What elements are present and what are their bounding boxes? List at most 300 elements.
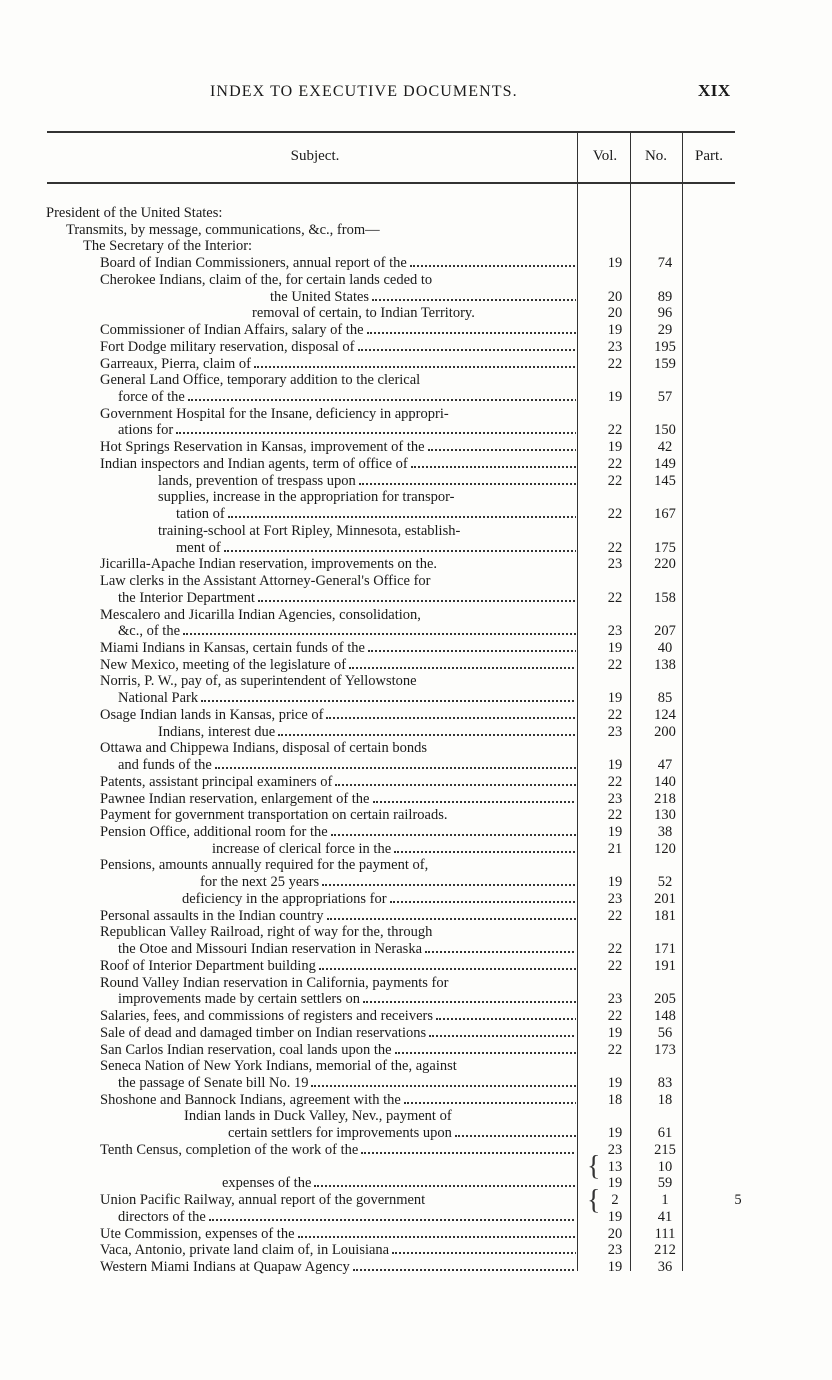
- entry-text: Pension Office, additional room for the: [100, 824, 328, 840]
- entry-text: ment of: [176, 539, 221, 556]
- brace-left-tenth-census: {: [587, 1151, 601, 1182]
- entry-number: 149: [654, 455, 676, 472]
- entry-volume: 20: [607, 288, 623, 305]
- entry-text: Miami Indians in Kansas, certain funds of the: [100, 639, 365, 656]
- entry-number: 59: [657, 1175, 673, 1192]
- entry-text: the passage of Senate bill No. 19: [118, 1074, 309, 1091]
- entry-subject: [182, 891, 576, 907]
- entry-volume: 22: [607, 1008, 623, 1025]
- entry-subject: [100, 255, 576, 271]
- entry-subject: [100, 958, 576, 974]
- entry-volume: 23: [607, 338, 623, 355]
- dot-leader: [411, 466, 576, 468]
- dot-leader: [455, 1135, 576, 1137]
- entry-number: 52: [657, 874, 673, 891]
- entry-subject: [118, 389, 576, 405]
- entry-text: Transmits, by message, communications, &c., from—: [66, 221, 380, 238]
- entry-text: Garreaux, Pierra, claim of: [100, 355, 251, 372]
- entry-volume: 19: [607, 757, 623, 774]
- entry-number: 215: [654, 1141, 676, 1158]
- table-row: [0, 356, 832, 372]
- table-row: [0, 339, 832, 355]
- entry-volume: 19: [607, 874, 623, 891]
- entry-subject: [100, 439, 576, 455]
- entry-number: 10: [657, 1158, 673, 1175]
- dot-leader: [359, 483, 576, 485]
- entry-subject: [118, 1209, 576, 1225]
- entry-text: Indian lands in Duck Valley, Nev., payment of: [184, 1108, 452, 1125]
- entry-text: Ute Commission, expenses of the: [100, 1225, 295, 1242]
- table-row: [0, 222, 832, 238]
- entry-subject: [100, 272, 576, 288]
- dot-leader: [390, 901, 576, 903]
- dot-leader: [436, 1018, 576, 1020]
- entry-number: 120: [654, 840, 676, 857]
- entry-subject: [118, 757, 576, 773]
- entry-subject: [100, 573, 576, 589]
- table-row: [0, 305, 832, 321]
- table-row: [0, 1242, 832, 1258]
- entry-text: and funds of the: [118, 757, 212, 774]
- entry-subject: [100, 1226, 576, 1242]
- entry-subject: [158, 489, 576, 505]
- table-row: [0, 322, 832, 338]
- entry-number: 173: [654, 1041, 676, 1058]
- dot-leader: [319, 968, 576, 970]
- entry-subject: [176, 540, 576, 556]
- entry-volume: 23: [607, 556, 623, 573]
- table-row: [0, 941, 832, 957]
- entry-subject: [118, 590, 576, 606]
- entry-text: San Carlos Indian reservation, coal lands upon the: [100, 1041, 392, 1058]
- entry-text: Personal assaults in the Indian country: [100, 907, 324, 924]
- dot-leader: [368, 650, 576, 652]
- dot-leader: [331, 834, 576, 836]
- table-row: [0, 272, 832, 288]
- entry-text: Patents, assistant principal examiners of: [100, 773, 333, 790]
- entry-volume: 22: [607, 656, 623, 673]
- dot-leader: [394, 851, 576, 853]
- dot-leader: [322, 884, 576, 886]
- entry-text: certain settlers for improvements upon: [228, 1125, 452, 1142]
- entry-subject: [100, 908, 576, 924]
- entry-text: lands, prevention of trespass upon: [158, 472, 356, 489]
- table-row: [0, 540, 832, 556]
- entry-subject: [100, 372, 576, 388]
- entry-subject: [100, 640, 576, 656]
- entry-text: tation of: [176, 506, 225, 523]
- entry-number: 212: [654, 1242, 676, 1259]
- dot-leader: [373, 801, 577, 803]
- entry-volume: 22: [607, 455, 623, 472]
- table-row: [0, 1008, 832, 1024]
- entry-number: 201: [654, 890, 676, 907]
- entry-number: 42: [657, 439, 673, 456]
- entry-text: deficiency in the appropriations for: [182, 890, 387, 907]
- table-row: [0, 991, 832, 1007]
- entry-subject: [158, 724, 576, 740]
- entry-text: Commissioner of Indian Affairs, salary of the: [100, 322, 364, 339]
- entry-volume: 23: [607, 1242, 623, 1259]
- running-header-title: INDEX TO EXECUTIVE DOCUMENTS.: [210, 83, 518, 100]
- entry-subject: [100, 322, 576, 338]
- entry-volume: 19: [607, 1208, 623, 1225]
- entry-volume: 19: [607, 824, 623, 840]
- entry-number: 220: [654, 556, 676, 573]
- table-row: [0, 1092, 832, 1108]
- entry-subject: [100, 339, 576, 355]
- entry-text: ations for: [118, 422, 174, 439]
- entry-text: training-school at Fort Ripley, Minnesota, establish-: [158, 522, 461, 539]
- table-row: [0, 456, 832, 472]
- entry-subject: [100, 607, 576, 623]
- entry-volume: 23: [607, 790, 623, 807]
- entry-text: the Otoe and Missouri Indian reservation in Neraska: [118, 941, 423, 958]
- entry-number: 18: [657, 1091, 673, 1108]
- entry-number: 175: [654, 539, 676, 556]
- entry-text: Pawnee Indian reservation, enlargement of the: [100, 790, 370, 807]
- entry-subject: [228, 1125, 576, 1141]
- entry-volume: 19: [607, 1024, 623, 1041]
- dot-leader: [361, 1152, 576, 1154]
- entry-text: Pensions, amounts annually required for the payment of,: [100, 857, 429, 874]
- entry-volume: 23: [607, 890, 623, 907]
- entry-text: Law clerks in the Assistant Attorney-General's Office for: [100, 573, 431, 590]
- dot-leader: [254, 366, 576, 368]
- entry-number: 96: [657, 305, 673, 322]
- table-row: [0, 657, 832, 673]
- entry-subject: [100, 657, 576, 673]
- entry-volume: 2: [611, 1192, 619, 1209]
- entry-subject: [270, 289, 576, 305]
- dot-leader: [363, 1001, 576, 1003]
- entry-number: 29: [657, 322, 673, 339]
- entry-number: 159: [654, 355, 676, 372]
- entry-text: Government Hospital for the Insane, deficiency in appropri-: [100, 405, 449, 422]
- entry-number: 150: [654, 422, 676, 439]
- entry-text: supplies, increase in the appropriation for transpor-: [158, 489, 455, 506]
- entry-number: 41: [657, 1208, 673, 1225]
- table-row: [0, 824, 832, 840]
- entry-text: The Secretary of the Interior:: [83, 238, 253, 255]
- entry-number: 85: [657, 690, 673, 707]
- entry-volume: 22: [607, 1041, 623, 1058]
- entry-volume: 19: [607, 639, 623, 656]
- table-row: [0, 740, 832, 756]
- entry-text: removal of certain, to Indian Territory.: [252, 305, 475, 322]
- dot-leader: [353, 1269, 576, 1271]
- dot-leader: [188, 399, 576, 401]
- entry-text: Indian inspectors and Indian agents, term of office of: [100, 455, 408, 472]
- entry-volume: 13: [607, 1158, 623, 1175]
- entry-subject: [212, 841, 576, 857]
- entry-number: 140: [654, 773, 676, 790]
- entry-number: 148: [654, 1008, 676, 1025]
- table-row: [0, 724, 832, 740]
- dot-leader: [176, 432, 576, 434]
- entry-subject: [100, 1042, 576, 1058]
- entry-volume: 23: [607, 623, 623, 640]
- table-row: [0, 1042, 832, 1058]
- entry-text: Hot Springs Reservation in Kansas, improvement of the: [100, 439, 425, 456]
- entry-subject: [100, 673, 576, 689]
- entry-text: the Interior Department: [118, 589, 255, 606]
- table-row: [0, 908, 832, 924]
- entry-number: 56: [657, 1024, 673, 1041]
- table-row: [0, 556, 832, 572]
- table-row: [0, 439, 832, 455]
- entry-text: directors of the: [118, 1208, 206, 1225]
- entry-volume: 19: [607, 1258, 623, 1275]
- brace-left-union-pacific: {: [587, 1185, 601, 1216]
- dot-leader: [311, 1085, 576, 1087]
- entry-text: Union Pacific Railway, annual report of the government: [100, 1192, 426, 1209]
- dot-leader: [429, 1035, 576, 1037]
- dot-leader: [428, 449, 576, 451]
- entry-subject: [46, 205, 576, 221]
- dot-leader: [228, 516, 576, 518]
- entry-subject: [100, 1242, 576, 1258]
- entry-text: force of the: [118, 389, 185, 406]
- table-row: [0, 1125, 832, 1141]
- dot-leader: [404, 1102, 576, 1104]
- entry-text: Shoshone and Bannock Indians, agreement with the: [100, 1091, 401, 1108]
- entry-text: Tenth Census, completion of the work of the: [100, 1141, 359, 1158]
- entry-text: Republican Valley Railroad, right of way for the, through: [100, 924, 433, 941]
- entry-volume: 21: [607, 840, 623, 857]
- dot-leader: [215, 767, 576, 769]
- table-row: [0, 389, 832, 405]
- entry-text: National Park: [118, 690, 199, 707]
- entry-subject: [100, 924, 576, 940]
- entry-subject: [252, 305, 576, 321]
- dot-leader: [326, 717, 576, 719]
- table-row: [0, 422, 832, 438]
- entry-number: 61: [657, 1125, 673, 1142]
- entry-number: 57: [657, 389, 673, 406]
- entry-number: 83: [657, 1074, 673, 1091]
- table-row: [0, 372, 832, 388]
- entry-subject: [66, 222, 576, 238]
- entry-text: Ottawa and Chippewa Indians, disposal of certain bonds: [100, 740, 427, 757]
- entry-subject: [100, 1142, 576, 1158]
- entry-subject: [100, 1259, 576, 1275]
- entry-volume: 18: [607, 1091, 623, 1108]
- dot-leader: [201, 700, 576, 702]
- entry-text: for the next 25 years: [200, 874, 320, 891]
- entry-number: 38: [657, 824, 673, 840]
- entry-subject: [100, 824, 576, 840]
- column-header-vol: Vol.: [592, 148, 618, 164]
- table-row: [0, 791, 832, 807]
- entry-volume: 19: [607, 255, 623, 272]
- entry-volume: 19: [607, 322, 623, 339]
- entry-volume: 19: [607, 1175, 623, 1192]
- table-row: [0, 707, 832, 723]
- entry-number: 158: [654, 589, 676, 606]
- entry-text: General Land Office, temporary addition to the clerical: [100, 372, 421, 389]
- dot-leader: [335, 784, 576, 786]
- entry-volume: 23: [607, 1141, 623, 1158]
- entry-subject: [100, 406, 576, 422]
- table-row: [0, 857, 832, 873]
- column-header-subject: Subject.: [290, 148, 340, 164]
- entry-text: Sale of dead and damaged timber on Indian reservations: [100, 1024, 427, 1041]
- entry-number: 145: [654, 472, 676, 489]
- entry-text: Jicarilla-Apache Indian reservation, improvements on the.: [100, 556, 438, 573]
- table-row: [0, 1192, 832, 1208]
- entry-text: Seneca Nation of New York Indians, memorial of the, against: [100, 1058, 457, 1075]
- entry-text: Fort Dodge military reservation, disposal of: [100, 338, 355, 355]
- entry-volume: 22: [607, 957, 623, 974]
- table-row: [0, 1209, 832, 1225]
- table-row: [0, 590, 832, 606]
- table-row: [0, 874, 832, 890]
- dot-leader: [367, 332, 577, 334]
- table-row: [0, 1025, 832, 1041]
- entry-text: Round Valley Indian reservation in California, payments for: [100, 974, 449, 991]
- entry-text: President of the United States:: [46, 205, 223, 221]
- entry-volume: 23: [607, 723, 623, 740]
- entry-subject: [100, 975, 576, 991]
- table-row: [0, 489, 832, 505]
- table-row: [0, 607, 832, 623]
- dot-leader: [278, 734, 576, 736]
- entry-text: Board of Indian Commissioners, annual report of the: [100, 255, 407, 272]
- entry-number: 111: [654, 1225, 676, 1242]
- entry-subject: [118, 941, 576, 957]
- entry-number: 40: [657, 639, 673, 656]
- entry-volume: 19: [607, 439, 623, 456]
- entry-subject: [100, 1025, 576, 1041]
- entry-subject: [158, 523, 576, 539]
- table-row: [0, 807, 832, 823]
- entry-text: the United States: [270, 288, 370, 305]
- entry-text: increase of clerical force in the: [212, 840, 392, 857]
- entry-subject: [184, 1108, 576, 1124]
- dot-leader: [209, 1219, 576, 1221]
- entry-number: 138: [654, 656, 676, 673]
- entry-text: Western Miami Indians at Quapaw Agency: [100, 1258, 350, 1275]
- entry-number: 1: [661, 1192, 669, 1209]
- column-header-no: No.: [644, 148, 668, 164]
- table-row: [0, 1259, 832, 1275]
- entry-subject: [100, 556, 576, 572]
- entry-text: improvements made by certain settlers on: [118, 991, 360, 1008]
- table-row: [0, 623, 832, 639]
- table-row: [0, 255, 832, 271]
- table-row: [0, 1142, 832, 1158]
- entry-text: Cherokee Indians, claim of the, for certain lands ceded to: [100, 271, 433, 288]
- entry-subject: [118, 991, 576, 1007]
- table-row: [0, 1075, 832, 1091]
- entry-volume: 22: [607, 589, 623, 606]
- entry-volume: 19: [607, 690, 623, 707]
- table-row: [0, 1175, 832, 1191]
- table-row: [0, 975, 832, 991]
- entry-volume: 22: [607, 422, 623, 439]
- entry-subject: [118, 623, 576, 639]
- entry-number: 74: [657, 255, 673, 272]
- table-row: [0, 640, 832, 656]
- entry-subject: [100, 356, 576, 372]
- dot-leader: [298, 1236, 576, 1238]
- table-row: [0, 205, 832, 221]
- entry-volume: 19: [607, 1074, 623, 1091]
- table-row: [0, 690, 832, 706]
- entry-text: Mescalero and Jicarilla Indian Agencies, consolidation,: [100, 606, 421, 623]
- entry-number: 167: [654, 506, 676, 523]
- table-row: [0, 473, 832, 489]
- entry-subject: [100, 857, 576, 873]
- dot-leader: [314, 1185, 576, 1187]
- entry-volume: 22: [607, 773, 623, 790]
- entry-text: New Mexico, meeting of the legislature of: [100, 656, 347, 673]
- entry-text: &c., of the: [118, 623, 181, 640]
- entry-subject: [176, 506, 576, 522]
- entry-subject: [100, 807, 576, 823]
- table-row: [0, 891, 832, 907]
- entry-number: 171: [654, 941, 676, 958]
- table-row: [0, 1226, 832, 1242]
- entry-subject: [118, 690, 576, 706]
- entry-text: Payment for government transportation on certain railroads.: [100, 807, 448, 824]
- entry-part: 5: [734, 1192, 742, 1209]
- table-row: [0, 506, 832, 522]
- entry-subject: [118, 422, 576, 438]
- table-row: [0, 673, 832, 689]
- dot-leader: [395, 1052, 576, 1054]
- entry-volume: 19: [607, 1125, 623, 1142]
- entry-volume: 20: [607, 305, 623, 322]
- entry-number: 181: [654, 907, 676, 924]
- table-row: [0, 573, 832, 589]
- entry-subject: [100, 1008, 576, 1024]
- table-row: [0, 757, 832, 773]
- entry-volume: 22: [607, 907, 623, 924]
- entry-number: 124: [654, 706, 676, 723]
- entry-volume: 20: [607, 1225, 623, 1242]
- entry-volume: 22: [607, 941, 623, 958]
- dot-leader: [349, 667, 576, 669]
- entry-subject: [100, 740, 576, 756]
- entry-number: 36: [657, 1258, 673, 1275]
- entry-volume: 19: [607, 389, 623, 406]
- entry-volume: 22: [607, 355, 623, 372]
- dot-leader: [327, 918, 577, 920]
- entry-text: expenses of the: [222, 1175, 312, 1192]
- entry-subject: [100, 791, 576, 807]
- entry-subject: [100, 774, 576, 790]
- dot-leader: [224, 550, 576, 552]
- entry-volume: 22: [607, 472, 623, 489]
- table-row: [0, 841, 832, 857]
- entry-text: Indians, interest due: [158, 723, 276, 740]
- dot-leader: [410, 265, 576, 267]
- entry-volume: 22: [607, 506, 623, 523]
- entry-subject: [83, 238, 576, 254]
- entry-text: Osage Indian lands in Kansas, price of: [100, 706, 324, 723]
- entry-number: 207: [654, 623, 676, 640]
- table-row: [0, 523, 832, 539]
- entry-subject: [100, 1192, 576, 1208]
- table-row: [0, 958, 832, 974]
- entry-text: Norris, P. W., pay of, as superintendent of Yellowstone: [100, 673, 417, 690]
- dot-leader: [392, 1252, 576, 1254]
- table-row: [0, 1108, 832, 1124]
- table-row: [0, 289, 832, 305]
- entry-subject: [200, 874, 576, 890]
